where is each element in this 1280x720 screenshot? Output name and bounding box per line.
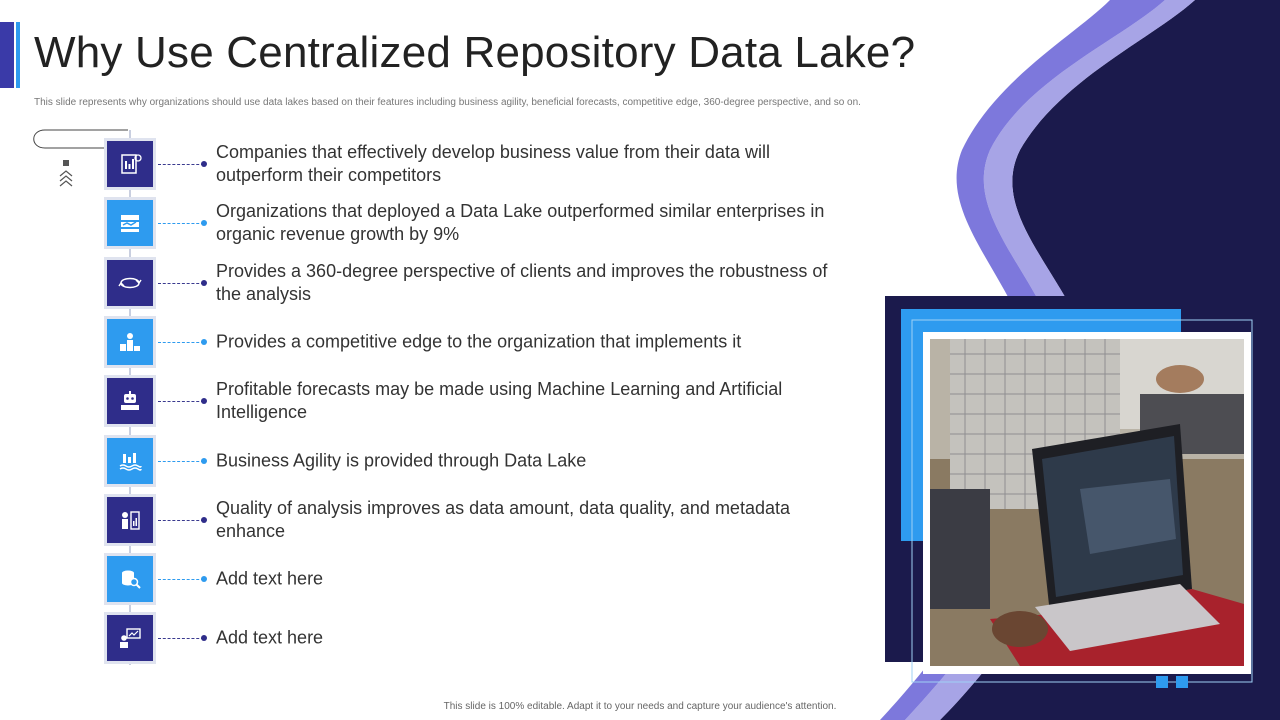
hook-marker [63,160,69,166]
footer-note: This slide is 100% editable. Adapt it to your needs and capture your audience's attention. [443,701,837,712]
item-text: Profitable forecasts may be made using Machine Learning and Artificial Intelligence [216,379,783,422]
server-growth-icon [107,200,153,246]
list-item [104,494,844,546]
laptop-photo [930,339,1244,666]
item-text: Organizations that deployed a Data Lake outperformed similar enterprises in organic revenue growth by 9% [216,201,825,244]
title-accent-bar [0,22,22,88]
analyst-icon [107,497,153,543]
list-item [104,316,844,368]
list-item [104,197,844,249]
small-square-2 [1176,676,1188,688]
list-item [104,553,844,605]
item-text: Business Agility is provided through Data Lake [216,450,587,471]
ai-robot-icon [107,378,153,424]
small-square-1 [1156,676,1168,688]
item-text: Add text here [216,568,324,589]
presenter-icon [107,615,153,661]
competition-icon [107,319,153,365]
chevrons-up-icon [60,171,72,186]
item-text: Provides a 360-degree perspective of clients and improves the robustness of the analysis [216,261,828,304]
list-item [104,435,844,487]
list-item [104,138,844,190]
list-item [104,612,844,664]
page-subtitle: This slide represents why organizations should use data lakes based on their features including business agility, beneficial forecasts, competitive edge, 360-degree perspective, and so on. [34,97,861,108]
item-text: Companies that effectively develop business value from their data will outperform their competitors [216,142,770,185]
list-item [104,257,844,309]
item-text: Quality of analysis improves as data amount, data quality, and metadata enhance [216,498,790,541]
database-search-icon [107,556,153,602]
list-item [104,375,844,427]
circular-arrows-icon [107,260,153,306]
page-title: Why Use Centralized Repository Data Lake? [34,28,916,77]
report-icon [107,141,153,187]
item-text: Provides a competitive edge to the organization that implements it [216,331,742,352]
item-text: Add text here [216,627,324,648]
data-lake-icon [107,438,153,484]
